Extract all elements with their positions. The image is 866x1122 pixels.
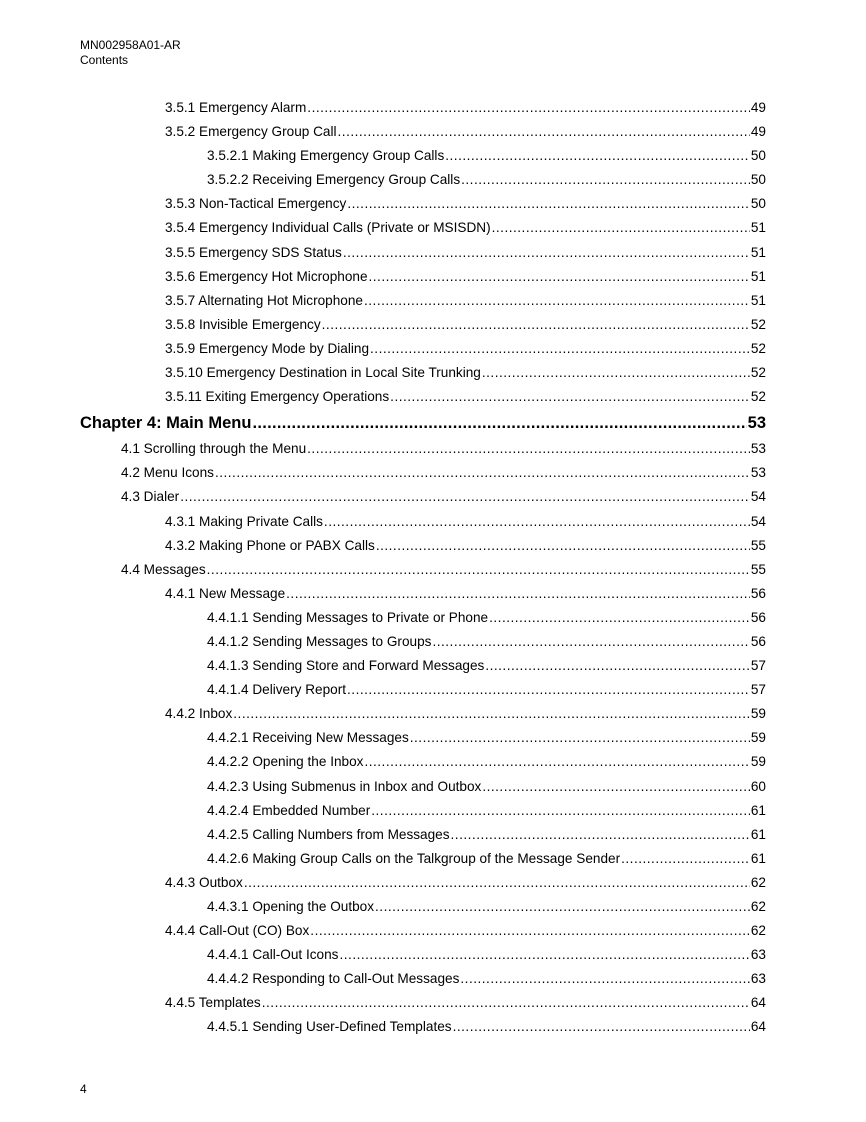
- dot-leader: [482, 361, 750, 385]
- toc-entry-page: 62: [750, 923, 766, 939]
- toc-entry[interactable]: [80, 775, 766, 799]
- dot-leader: [215, 461, 750, 485]
- dot-leader: [338, 120, 750, 144]
- document-id: MN002958A01-AR: [80, 38, 181, 52]
- page-header: [80, 38, 181, 68]
- toc-entry[interactable]: [80, 485, 766, 509]
- dot-leader: [207, 558, 750, 582]
- toc-entry-title: 4.3.2 Making Phone or PABX Calls: [165, 537, 375, 553]
- toc-entry-title: 3.5.4 Emergency Individual Calls (Private or MSISDN): [165, 220, 491, 236]
- toc-entry-title: 4.4.2.5 Calling Numbers from Messages: [207, 826, 450, 842]
- toc-entry-page: 50: [750, 196, 766, 212]
- toc-entry-title: 4.4.1.1 Sending Messages to Private or Phone: [207, 609, 489, 625]
- toc-entry[interactable]: [80, 361, 766, 385]
- dot-leader: [307, 96, 750, 120]
- toc-entry[interactable]: [80, 991, 766, 1015]
- toc-entry-page: 50: [750, 148, 766, 164]
- dot-leader: [324, 510, 750, 534]
- dot-leader: [485, 654, 750, 678]
- toc-entry-title: 4.4.2.2 Opening the Inbox: [207, 754, 364, 770]
- toc-entry[interactable]: [80, 265, 766, 289]
- dot-leader: [432, 630, 749, 654]
- toc-entry-title: 4.4.1 New Message: [165, 585, 286, 601]
- toc-entry-page: 63: [750, 971, 766, 987]
- toc-entry-title: 3.5.1 Emergency Alarm: [165, 100, 307, 115]
- toc-entry[interactable]: [80, 168, 766, 192]
- toc-entry[interactable]: [80, 437, 766, 461]
- toc-entry-page: 51: [750, 220, 766, 236]
- dot-leader: [376, 534, 750, 558]
- toc-entry[interactable]: [80, 654, 766, 678]
- toc-entry[interactable]: [80, 726, 766, 750]
- toc-entry[interactable]: [80, 313, 766, 337]
- dot-leader: [262, 991, 750, 1015]
- toc-entry[interactable]: [80, 216, 766, 240]
- toc-entry-page: 50: [750, 172, 766, 188]
- toc-entry[interactable]: [80, 289, 766, 313]
- toc-entry[interactable]: [80, 96, 766, 120]
- dot-leader: [364, 750, 749, 774]
- toc-entry[interactable]: [80, 630, 766, 654]
- toc-entry[interactable]: [80, 558, 766, 582]
- toc-entry-page: 64: [750, 1019, 766, 1035]
- dot-leader: [310, 919, 750, 943]
- dot-leader: [370, 337, 750, 361]
- toc-entry-title: 4.3.1 Making Private Calls: [165, 513, 323, 529]
- toc-entry[interactable]: [80, 750, 766, 774]
- page-number: 4: [80, 1082, 87, 1096]
- toc-entry[interactable]: [80, 337, 766, 361]
- toc-entry-page: 49: [750, 100, 766, 115]
- toc-entry-page: 64: [750, 995, 766, 1011]
- toc-entry-page: 51: [750, 292, 766, 308]
- dot-leader: [492, 216, 750, 240]
- toc-entry-title: 4.2 Menu Icons: [121, 465, 214, 481]
- toc-entry-title: 4.4.1.3 Sending Store and Forward Messages: [207, 658, 485, 674]
- dot-leader: [252, 409, 746, 437]
- toc-entry-title: 3.5.7 Alternating Hot Microphone: [165, 292, 363, 308]
- toc-entry-page: 52: [750, 316, 766, 332]
- toc-entry-page: 57: [750, 682, 766, 698]
- dot-leader: [621, 847, 750, 871]
- toc-entry[interactable]: [80, 385, 766, 409]
- toc-entry-page: 61: [750, 826, 766, 842]
- toc-entry-title: 3.5.2.1 Making Emergency Group Calls: [207, 148, 445, 164]
- toc-entry[interactable]: [80, 241, 766, 265]
- toc-entry-page: 53: [747, 414, 766, 433]
- toc-entry-page: 54: [750, 513, 766, 529]
- toc-entry-page: 55: [750, 561, 766, 577]
- dot-leader: [347, 192, 750, 216]
- dot-leader: [460, 967, 749, 991]
- toc-entry-title: 3.5.5 Emergency SDS Status: [165, 244, 342, 260]
- dot-leader: [364, 289, 750, 313]
- toc-entry[interactable]: [80, 702, 766, 726]
- dot-leader: [233, 702, 750, 726]
- dot-leader: [390, 385, 750, 409]
- toc-entry-title: 3.5.2.2 Receiving Emergency Group Calls: [207, 172, 461, 188]
- toc-entry-title: 4.4.2.1 Receiving New Messages: [207, 730, 409, 746]
- toc-entry-title: 4.4.4 Call-Out (CO) Box: [165, 923, 310, 939]
- toc-entry[interactable]: [80, 1015, 766, 1039]
- toc-entry-title: 3.5.2 Emergency Group Call: [165, 124, 337, 140]
- dot-leader: [347, 678, 750, 702]
- toc-entry-page: 61: [750, 850, 766, 866]
- toc-entry[interactable]: [80, 606, 766, 630]
- toc-entry-title: 3.5.11 Exiting Emergency Operations: [165, 389, 390, 405]
- toc-entry-title: 4.4 Messages: [121, 561, 206, 577]
- toc-entry[interactable]: [80, 823, 766, 847]
- toc-entry[interactable]: [80, 847, 766, 871]
- toc-entry-title: 3.5.10 Emergency Destination in Local Site Trunking: [165, 365, 481, 381]
- toc-entry[interactable]: [80, 192, 766, 216]
- toc-entry-page: 63: [750, 947, 766, 963]
- toc-entry-title: 4.4.4.1 Call-Out Icons: [207, 947, 339, 963]
- toc-entry-title: Chapter 4: Main Menu: [80, 414, 252, 433]
- toc-entry-page: 53: [750, 465, 766, 481]
- toc-entry-title: 4.3 Dialer: [121, 489, 180, 505]
- toc-entry-title: 3.5.6 Emergency Hot Microphone: [165, 268, 368, 284]
- toc-entry-title: 3.5.3 Non-Tactical Emergency: [165, 196, 347, 212]
- toc-entry[interactable]: [80, 144, 766, 168]
- toc-entry-page: 62: [750, 874, 766, 890]
- toc-entry-title: 4.1 Scrolling through the Menu: [121, 441, 307, 457]
- table-of-contents: [80, 96, 766, 1040]
- dot-leader: [180, 485, 750, 509]
- toc-entry-title: 4.4.4.2 Responding to Call-Out Messages: [207, 971, 460, 987]
- dot-leader: [307, 437, 750, 461]
- dot-leader: [375, 895, 750, 919]
- toc-entry-title: 4.4.2 Inbox: [165, 706, 233, 722]
- toc-entry-page: 59: [750, 730, 766, 746]
- toc-entry-page: 53: [750, 441, 766, 457]
- dot-leader: [461, 168, 750, 192]
- toc-entry-page: 54: [750, 489, 766, 505]
- toc-entry-page: 55: [750, 537, 766, 553]
- toc-entry-title: 4.4.2.3 Using Submenus in Inbox and Outbox: [207, 778, 482, 794]
- dot-leader: [339, 943, 749, 967]
- toc-entry[interactable]: [80, 895, 766, 919]
- dot-leader: [410, 726, 750, 750]
- toc-entry[interactable]: [80, 510, 766, 534]
- dot-leader: [369, 265, 750, 289]
- toc-entry-page: 51: [750, 268, 766, 284]
- toc-entry[interactable]: [80, 120, 766, 144]
- toc-entry[interactable]: [80, 799, 766, 823]
- toc-entry-page: 59: [750, 754, 766, 770]
- dot-leader: [322, 313, 750, 337]
- toc-entry-title: 4.4.2.4 Embedded Number: [207, 802, 371, 818]
- toc-entry-page: 52: [750, 340, 766, 356]
- toc-entry-page: 59: [750, 706, 766, 722]
- toc-entry[interactable]: [80, 582, 766, 606]
- toc-entry-title: 4.4.5 Templates: [165, 995, 261, 1011]
- dot-leader: [244, 871, 750, 895]
- toc-entry-title: 4.4.2.6 Making Group Calls on the Talkgroup of the Message Sender: [207, 850, 621, 866]
- toc-entry-title: 4.4.1.2 Sending Messages to Groups: [207, 633, 432, 649]
- toc-entry-page: 57: [750, 658, 766, 674]
- toc-entry-title: 3.5.8 Invisible Emergency: [165, 316, 321, 332]
- toc-entry-page: 49: [750, 124, 766, 140]
- toc-entry[interactable]: [80, 534, 766, 558]
- toc-entry-page: 60: [750, 778, 766, 794]
- toc-entry[interactable]: [80, 871, 766, 895]
- toc-entry[interactable]: [80, 678, 766, 702]
- toc-entry-page: 61: [750, 802, 766, 818]
- section-title: Contents: [80, 53, 129, 67]
- toc-entry-page: 56: [750, 585, 766, 601]
- dot-leader: [286, 582, 750, 606]
- toc-entry-page: 56: [750, 633, 766, 649]
- dot-leader: [343, 241, 750, 265]
- toc-entry-page: 51: [750, 244, 766, 260]
- toc-entry-title: 3.5.9 Emergency Mode by Dialing: [165, 340, 370, 356]
- toc-entry[interactable]: [80, 967, 766, 991]
- toc-entry-title: 4.4.3 Outbox: [165, 874, 243, 890]
- toc-entry[interactable]: [80, 943, 766, 967]
- toc-entry-title: 4.4.3.1 Opening the Outbox: [207, 899, 375, 914]
- toc-entry-title: 4.4.5.1 Sending User-Defined Templates: [207, 1019, 452, 1035]
- toc-entry-page: 56: [750, 609, 766, 625]
- toc-chapter-entry[interactable]: [80, 409, 766, 437]
- dot-leader: [453, 1015, 750, 1039]
- dot-leader: [451, 823, 750, 847]
- toc-entry[interactable]: [80, 461, 766, 485]
- dot-leader: [445, 144, 750, 168]
- toc-entry[interactable]: [80, 919, 766, 943]
- toc-entry-page: 52: [750, 389, 766, 405]
- dot-leader: [482, 775, 750, 799]
- toc-entry-page: 62: [750, 899, 766, 914]
- dot-leader: [489, 606, 750, 630]
- dot-leader: [371, 799, 750, 823]
- toc-entry-title: 4.4.1.4 Delivery Report: [207, 682, 347, 698]
- toc-entry-page: 52: [750, 365, 766, 381]
